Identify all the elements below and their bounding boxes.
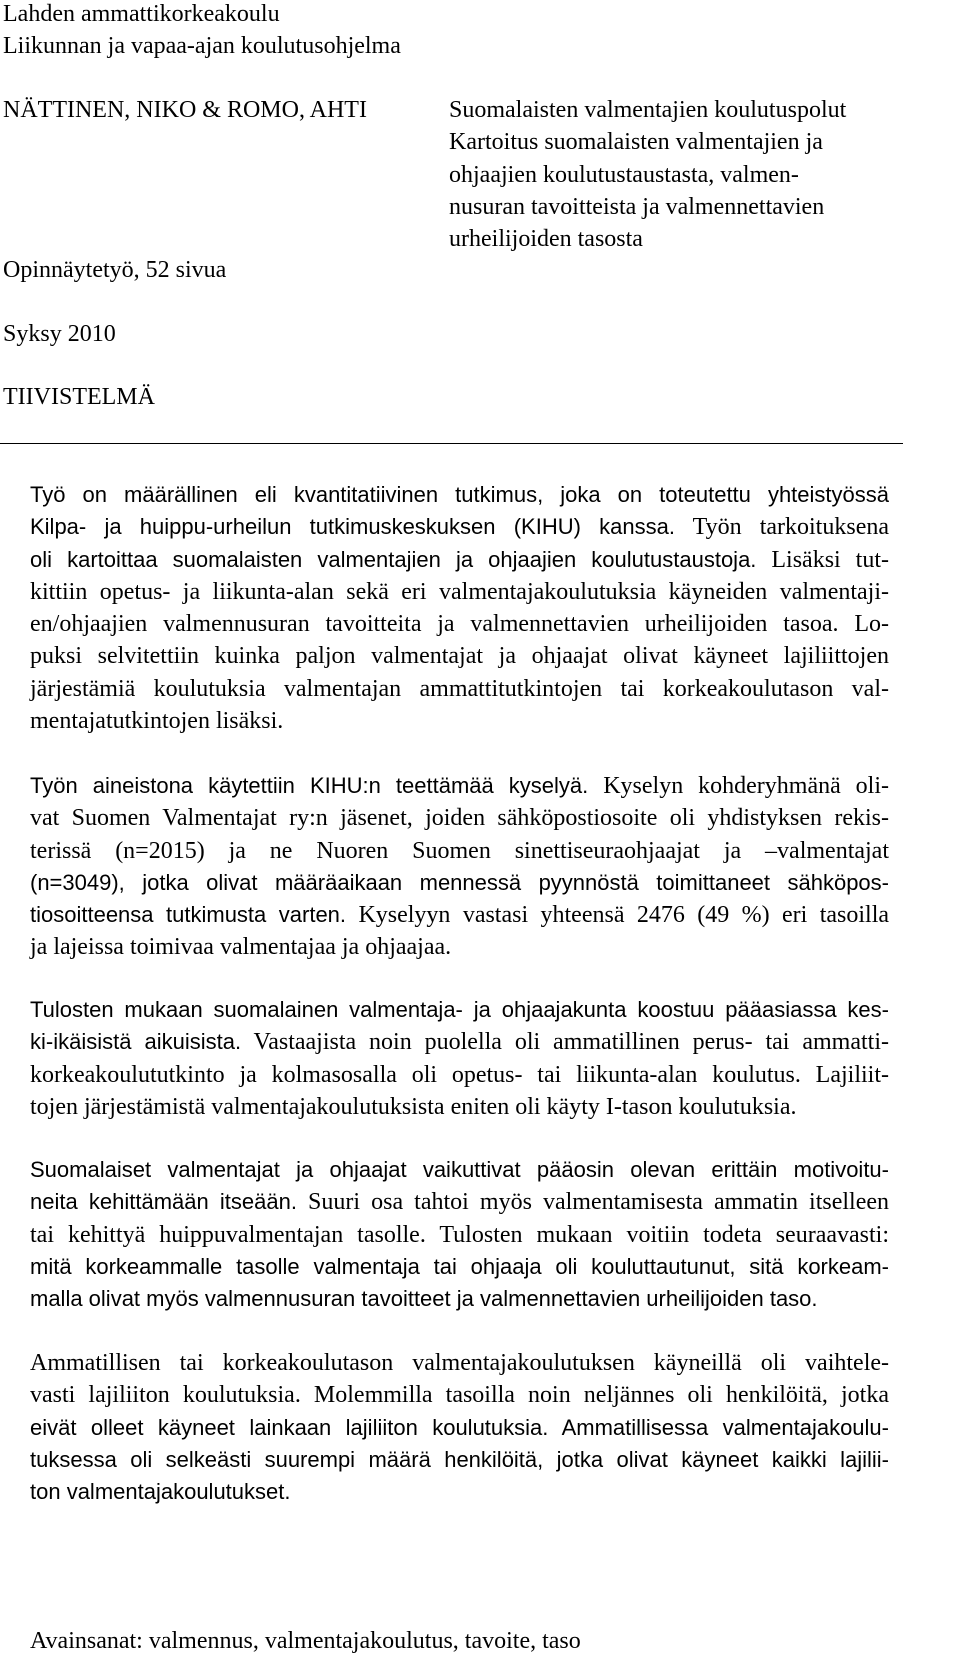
keywords: Avainsanat: valmennus, valmentajakoulutus, tavoite, taso xyxy=(30,1628,581,1654)
institution-name: Lahden ammattikorkeakoulu xyxy=(3,1,280,27)
abstract-line xyxy=(30,1026,889,1058)
abstract-line: tai kehittyä huippuvalmentajan tasolle. Tulosten mukaan voitiin todeta seuraavasti: xyxy=(30,1221,889,1248)
abstract-line: kittiin opetus- ja liikunta-alan sekä eri valmentajakoulutuksia käyneiden valmentaji- xyxy=(30,578,889,605)
abstract-line: tojen järjestämistä valmentajakoulutuksista eniten oli käyty I-tason koulutuksia. xyxy=(30,1093,797,1120)
abstract-line: mitä korkeammalle tasolle valmentaja tai ohjaaja oli kouluttautunut, sitä korkeam- xyxy=(30,1253,889,1279)
abstract-line: malla olivat myös valmennusuran tavoitteet ja valmennettavien urheilijoiden taso. xyxy=(30,1286,818,1312)
degree-programme: Liikunnan ja vapaa-ajan koulutusohjelma xyxy=(3,33,401,59)
authors: NÄTTINEN, NIKO & ROMO, AHTI xyxy=(3,97,367,123)
abstract-line: mentajatutkintojen lisäksi. xyxy=(30,708,284,735)
abstract-heading: TIIVISTELMÄ xyxy=(3,384,155,410)
abstract-text: neita kehittämään itseään. xyxy=(30,1189,297,1215)
abstract-text: Vastaajista noin puolella oli ammatillinen perus- tai ammatti- xyxy=(253,1029,889,1056)
abstract-paragraph-4 xyxy=(30,1154,889,1315)
thesis-title xyxy=(449,94,846,255)
abstract-text: Suuri osa tahtoi myös valmentamisesta ammatin itselleen xyxy=(308,1189,890,1216)
abstract-line: korkeakoulututkinto ja kolmasosalla oli opetus- tai liikunta-alan koulutus. Lajiliit- xyxy=(30,1061,889,1088)
abstract-line: Ammatillisen tai korkeakoulutason valmentajakoulutuksen käyneillä oli vaihtele- xyxy=(30,1350,889,1376)
abstract-line: järjestämiä koulutuksia valmentajan ammattitutkintojen tai korkeakoulutason val- xyxy=(30,675,889,702)
abstract-text: Kyselyyn vastasi yhteensä 2476 (49 %) eri tasoilla xyxy=(358,902,890,929)
abstract-line: eivät olleet käyneet lainkaan lajiliiton koulutuksia. Ammatillisessa valmentajakoulu- xyxy=(30,1414,889,1440)
term: Syksy 2010 xyxy=(3,321,116,347)
abstract-line: vat Suomen Valmentajat ry:n jäsenet, joiden sähköpostiosoite oli yhdistyksen rekis- xyxy=(30,805,889,832)
abstract-text: ki-ikäisistä aikuisista. xyxy=(30,1029,242,1055)
divider xyxy=(0,443,903,444)
abstract-line: ja lajeissa toimivaa valmentajaa ja ohjaajaa. xyxy=(30,934,452,961)
abstract-text: Kilpa- ja huippu-urheilun tutkimuskeskuksen (KIHU) kanssa. xyxy=(30,514,675,540)
abstract-line: Tulosten mukaan suomalainen valmentaja- ja ohjaajakunta koostuu pääasiassa kes- xyxy=(30,997,889,1022)
abstract-paragraph-1 xyxy=(30,479,889,737)
abstract-line: puksi selvitettiin kuinka paljon valmentajat ja ohjaajat olivat käyneet lajiliittojen xyxy=(30,643,889,670)
abstract-line xyxy=(30,511,889,543)
abstract-line: vasti lajiliiton koulutuksia. Molemmilla tasoilla noin neljännes oli henkilöitä, jotka xyxy=(30,1382,889,1409)
abstract-text: Lisäksi tut- xyxy=(771,546,890,573)
thesis-title-line: Kartoitus suomalaisten valmentajien ja xyxy=(449,129,823,156)
abstract-text: Työn tarkoituksena xyxy=(692,514,889,541)
abstract-paragraph-3 xyxy=(30,994,889,1123)
abstract-line xyxy=(30,899,889,931)
abstract-line: (n=3049), jotka olivat määräaikaan mennessä pyynnöstä toimittaneet sähköpos- xyxy=(30,869,889,895)
abstract-text: tiosoitteensa tutkimusta varten. xyxy=(30,902,347,928)
abstract-paragraph-5 xyxy=(30,1347,889,1508)
abstract-line: Työ on määrällinen eli kvantitatiivinen tutkimus, joka on toteutettu yhteistyössä xyxy=(30,482,889,507)
abstract-line: Suomalaiset valmentajat ja ohjaajat vaikuttivat pääosin olevan erittäin motivoitu- xyxy=(30,1157,889,1182)
page-count: Opinnäytetyö, 52 sivua xyxy=(3,257,227,283)
thesis-title-line: urheilijoiden tasosta xyxy=(449,226,643,253)
abstract-line: terissä (n=2015) ja ne Nuoren Suomen sinettiseuraohjaajat ja –valmentajat xyxy=(30,837,889,864)
thesis-title-line: Suomalaisten valmentajien koulutuspolut xyxy=(449,97,847,123)
abstract-line: ton valmentajakoulutukset. xyxy=(30,1479,291,1505)
abstract-line xyxy=(30,1186,889,1218)
abstract-line: tuksessa oli selkeästi suurempi määrä henkilöitä, jotka olivat käyneet kaikki lajilii- xyxy=(30,1446,889,1472)
thesis-title-line: ohjaajien koulutustaustasta, valmen- xyxy=(449,161,799,188)
abstract-line: en/ohjaajien valmennusuran tavoitteita ja valmennettavien urheilijoiden tasoa. Lo- xyxy=(30,611,889,638)
abstract-text: Kyselyn kohderyhmänä oli- xyxy=(603,773,890,799)
abstract-line xyxy=(30,770,889,802)
abstract-text: Työn aineistona käytettiin KIHU:n teettämää kyselyä. xyxy=(30,773,589,798)
thesis-title-line: nusuran tavoitteista ja valmennettavien xyxy=(449,193,825,220)
abstract-text: oli kartoittaa suomalaisten valmentajien ja ohjaajien koulutustaustoja. xyxy=(30,546,757,572)
abstract-paragraph-2 xyxy=(30,770,889,964)
abstract-line xyxy=(30,544,889,576)
